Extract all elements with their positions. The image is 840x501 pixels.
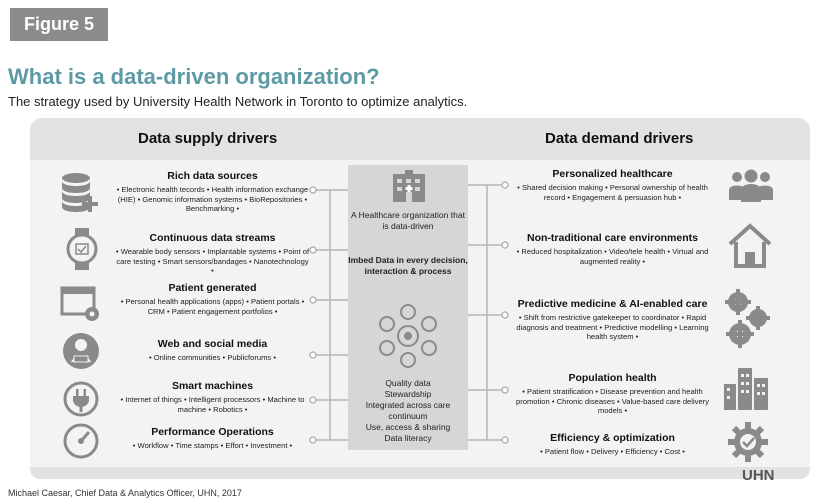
demand-section — [515, 232, 710, 266]
org-text: A Healthcare organization that is data-driven — [351, 210, 465, 231]
demand-section — [515, 432, 710, 457]
data-flower-icon — [378, 300, 438, 370]
section-desc: • Electronic health tecords • Health information exchange (HIE) • Genomic information systems • BioRepositories • Benchmarking • — [116, 185, 309, 214]
supply-section — [115, 232, 310, 276]
gear-check-icon — [726, 420, 770, 464]
browser-gear-icon — [60, 286, 102, 324]
imbed-text: Imbed Data in every decision, interaction & process — [348, 255, 468, 276]
capability-item: Data literacy — [384, 433, 432, 443]
capability-item: Quality data — [385, 378, 431, 388]
page-subtitle: The strategy used by University Health Network in Toronto to optimize analytics. — [8, 94, 468, 109]
hospital-building-icon — [390, 170, 428, 204]
section-title: Patient generated — [168, 282, 257, 294]
section-desc: • Reduced hospitalization • Video/tele health • Virtual and augmented reality • — [516, 247, 709, 266]
section-desc: • Patient stratification • Disease prevention and health promotion • Chronic diseases • Value-based care delivery models • — [515, 387, 709, 416]
section-desc: • Internet of things • Intelligent processors • Machine to machine • Robotics • — [120, 395, 305, 414]
uhn-logo: UHN — [742, 467, 775, 484]
section-title: Personalized healthcare — [552, 168, 673, 180]
city-buildings-icon — [722, 366, 770, 410]
section-title: Performance Operations — [151, 426, 274, 438]
demand-section — [515, 372, 710, 416]
page-title: What is a data-driven organization? — [8, 64, 380, 89]
capability-item: Use, access & sharing — [365, 422, 451, 432]
supply-section — [115, 282, 310, 316]
section-title: Efficiency & optimization — [550, 432, 675, 444]
section-desc: • Workflow • Time stamps • Effort • Investment • — [132, 441, 293, 450]
section-desc: • Wearable body sensors • Implantable systems • Point of care testing • Smart sensors/bandages • Nanotechnology • — [115, 247, 310, 276]
gears-icon — [722, 288, 774, 348]
plug-icon — [62, 380, 100, 418]
database-plus-icon — [60, 172, 102, 214]
house-icon — [728, 224, 772, 268]
credit-line: Michael Caesar, Chief Data & Analytics Officer, UHN, 2017 — [8, 488, 242, 498]
gauge-icon — [62, 422, 100, 460]
section-desc: • Personal health applications (apps) • Patient portals • CRM • Patient engagement portfolios • — [120, 297, 305, 316]
demand-header: Data demand drivers — [545, 130, 694, 147]
section-title: Smart machines — [171, 380, 254, 392]
demand-section — [515, 298, 710, 342]
supply-section — [115, 380, 310, 414]
section-title: Continuous data streams — [149, 232, 276, 244]
person-laptop-icon — [62, 332, 100, 370]
capability-item: Stewardship — [384, 389, 432, 399]
supply-section — [115, 170, 310, 214]
capabilities-list — [348, 378, 468, 444]
supply-section — [115, 426, 310, 451]
section-desc: • Online communities • Publicforums • — [149, 353, 276, 362]
section-desc: • Shift from restrictive gatekeeper to coordinator • Rapid diagnosis and treatment • Predictive modelling • Learning health system • — [516, 313, 709, 342]
section-desc: • Patient flow • Delivery • Efficiency • Cost • — [540, 447, 685, 456]
demand-section — [515, 168, 710, 202]
supply-header: Data supply drivers — [138, 130, 278, 147]
capability-item: Integrated across care continuum — [365, 400, 451, 421]
section-desc: • Shared decision making • Personal ownership of health record • Engagement & persuasion hub • — [517, 183, 708, 202]
people-group-icon — [728, 168, 774, 204]
supply-section — [115, 338, 310, 363]
figure-label: Figure 5 — [10, 8, 108, 41]
section-title: Non-traditional care environments — [527, 232, 698, 244]
panel-footer — [30, 467, 810, 479]
section-title: Web and social media — [157, 338, 268, 350]
section-title: Predictive medicine & AI-enabled care — [517, 298, 708, 310]
smartwatch-icon — [64, 228, 100, 270]
section-title: Rich data sources — [167, 170, 258, 182]
section-title: Population health — [568, 372, 657, 384]
